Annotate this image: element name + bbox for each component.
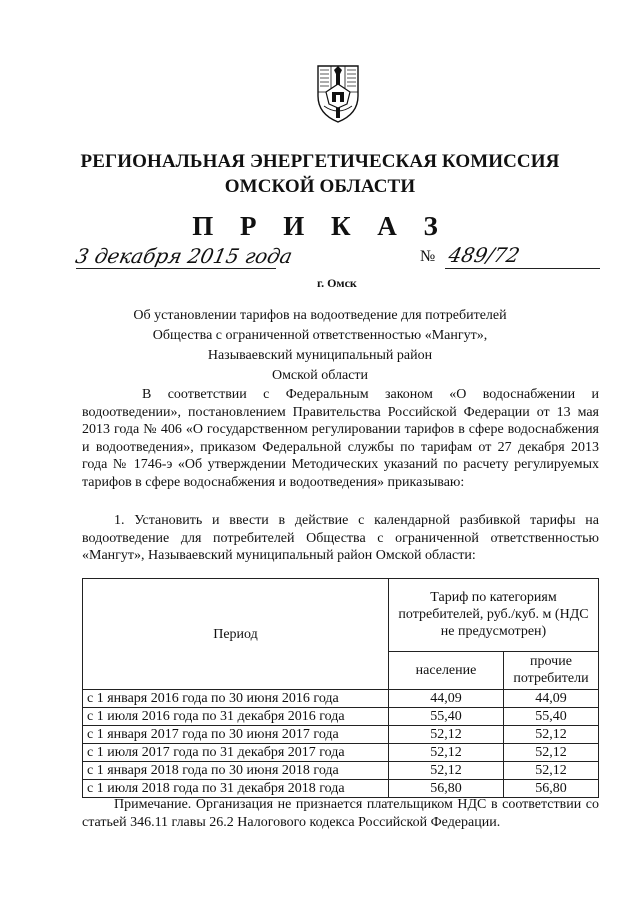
period-cell: с 1 июля 2018 года по 31 декабря 2018 года bbox=[83, 780, 389, 798]
table-row bbox=[83, 726, 599, 744]
number-underline bbox=[445, 268, 600, 269]
order-subject bbox=[0, 306, 640, 386]
period-cell: с 1 января 2018 года по 30 июня 2018 года bbox=[83, 762, 389, 780]
coat-of-arms-icon bbox=[314, 62, 362, 124]
note-paragraph: Примечание. Организация не признается плательщиком НДС в соответствии со статьей 346.11 главы 26.2 Налогового кодекса Российской Федерации. bbox=[82, 797, 599, 830]
document-type-title: П Р И К А З bbox=[192, 211, 448, 241]
table-row bbox=[83, 762, 599, 780]
organization-name-line2: ОМСКОЙ ОБЛАСТИ bbox=[224, 176, 416, 197]
date-underline bbox=[76, 268, 276, 269]
period-cell: с 1 января 2017 года по 30 июня 2017 года bbox=[83, 726, 389, 744]
other-tariff-cell: 44,09 bbox=[504, 690, 599, 708]
city-label: г. Омск bbox=[317, 276, 357, 290]
population-column-header: население bbox=[389, 651, 504, 689]
period-column-header: Период bbox=[83, 579, 389, 690]
table-row bbox=[83, 780, 599, 798]
population-tariff-cell: 56,80 bbox=[389, 780, 504, 798]
tariff-table bbox=[82, 578, 599, 798]
table-row bbox=[83, 690, 599, 708]
period-cell: с 1 июля 2016 года по 31 декабря 2016 года bbox=[83, 708, 389, 726]
handwritten-order-number: 489/72 bbox=[446, 243, 522, 267]
other-consumers-column-header: прочие потребители bbox=[504, 651, 599, 689]
period-cell: с 1 июля 2017 года по 31 декабря 2017 года bbox=[83, 744, 389, 762]
other-tariff-cell: 52,12 bbox=[504, 762, 599, 780]
table-row bbox=[83, 744, 599, 762]
organization-name-line1: РЕГИОНАЛЬНАЯ ЭНЕРГЕТИЧЕСКАЯ КОМИССИЯ bbox=[80, 151, 560, 172]
population-tariff-cell: 44,09 bbox=[389, 690, 504, 708]
subject-line: Называевский муниципальный район bbox=[207, 348, 433, 363]
subject-line: Об установлении тарифов на водоотведение для потребителей bbox=[133, 308, 507, 323]
other-tariff-cell: 55,40 bbox=[504, 708, 599, 726]
population-tariff-cell: 52,12 bbox=[389, 726, 504, 744]
preamble-paragraph: В соответствии с Федеральным законом «О водоснабжении и водоотведении», постановлением Правительства Российской Федерации от 13 мая 2013 года № 406 «О государственном регулировании тарифов в сфере водоснабжения и водоотведения», приказом Федеральной службы по тарифам от 27 декабря 2013 года № 1746-э «Об утверждении Методических указаний по расчету регулируемых тарифов в сфере водоснабжения и водоотведения» приказываю: bbox=[82, 387, 599, 490]
population-tariff-cell: 52,12 bbox=[389, 762, 504, 780]
population-tariff-cell: 52,12 bbox=[389, 744, 504, 762]
period-cell: с 1 января 2016 года по 30 июня 2016 года bbox=[83, 690, 389, 708]
other-tariff-cell: 52,12 bbox=[504, 744, 599, 762]
table-row bbox=[83, 708, 599, 726]
subject-line: Омской области bbox=[271, 368, 369, 383]
clause-1-paragraph: 1. Установить и ввести в действие с календарной разбивкой тарифы на водоотведение для потребителей Общества с ограниченной ответственностью «Мангут», Называевский муниципальный район Омской области: bbox=[82, 513, 599, 563]
table-header-row bbox=[83, 579, 599, 652]
tariff-column-header: Тариф по категориям потребителей, руб./куб. м (НДС не предусмотрен) bbox=[389, 579, 599, 652]
subject-line: Общества с ограниченной ответственностью «Мангут», bbox=[152, 328, 488, 343]
handwritten-date: 3 декабря 2015 года bbox=[73, 244, 295, 268]
number-sign: № bbox=[420, 248, 436, 265]
other-tariff-cell: 52,12 bbox=[504, 726, 599, 744]
other-tariff-cell: 56,80 bbox=[504, 780, 599, 798]
population-tariff-cell: 55,40 bbox=[389, 708, 504, 726]
